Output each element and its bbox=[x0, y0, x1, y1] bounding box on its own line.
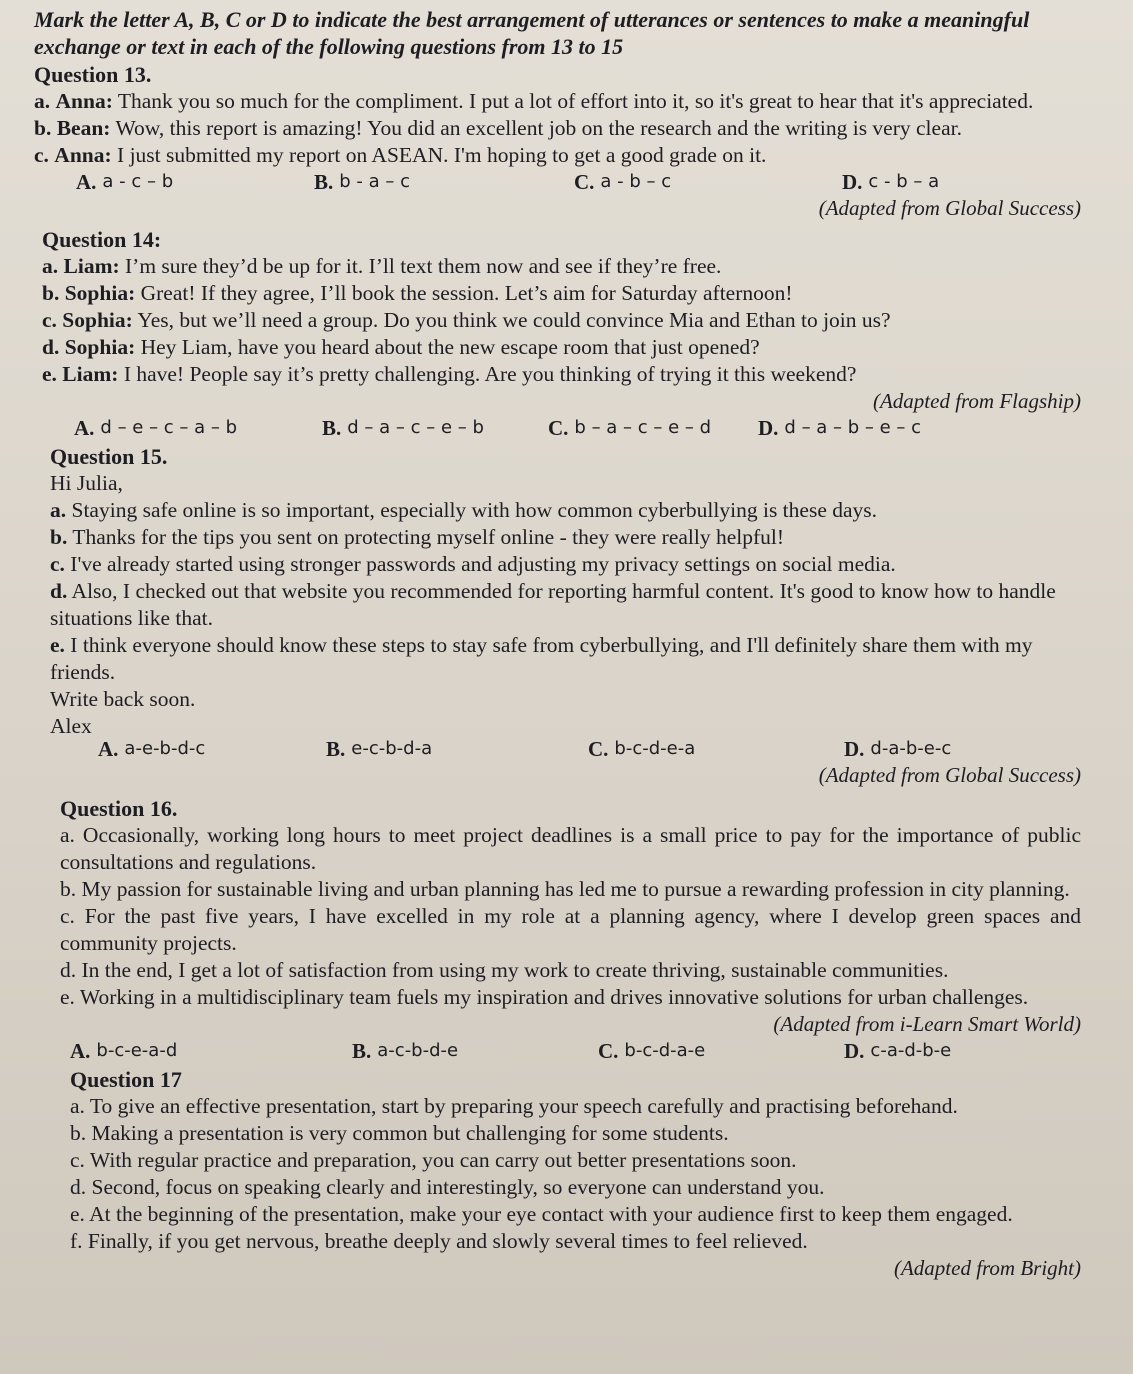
option-a[interactable] bbox=[74, 415, 322, 441]
sentence: With regular practice and preparation, you can carry out better presentations soon. bbox=[89, 1148, 797, 1172]
q17-item-b bbox=[70, 1120, 1081, 1147]
letter-closing: Write back soon. bbox=[50, 687, 196, 711]
option-a[interactable] bbox=[76, 169, 314, 195]
option-text: b-c-e-a-d bbox=[96, 1040, 178, 1061]
option-text: a-e-b-d-c bbox=[124, 738, 206, 759]
item-label: c. bbox=[70, 1148, 85, 1172]
instruction: Mark the letter A, B, C or D to indicate the best arrangement of utterances or sentences to make a meaningful exchange or text in each of the following questions from 13 to 15 bbox=[34, 7, 1030, 59]
utterance: Yes, but we’ll need a group. Do you think we could convince Mia and Ethan to join us? bbox=[137, 308, 891, 332]
question-14-title: Question 14: bbox=[42, 227, 162, 252]
item-label: d. bbox=[70, 1175, 87, 1199]
q17-item-a bbox=[70, 1093, 1081, 1120]
speaker: Sophia: bbox=[64, 281, 136, 305]
sentence: Occasionally, working long hours to meet project deadlines is a small price to pay for the importance of public consultations and regulations. bbox=[60, 823, 1082, 874]
q13-item-c bbox=[34, 142, 1081, 169]
speaker: Sophia: bbox=[62, 308, 133, 332]
utterance: I just submitted my report on ASEAN. I'm hoping to get a good grade on it. bbox=[117, 143, 767, 167]
question-16-title: Question 16. bbox=[60, 796, 178, 821]
option-text: b - a – c bbox=[339, 171, 410, 192]
option-d[interactable] bbox=[758, 415, 921, 441]
speaker: Liam: bbox=[63, 254, 120, 278]
sentence: Staying safe online is so important, especially with how common cyberbullying is these days. bbox=[71, 498, 878, 522]
item-label: b. bbox=[70, 1121, 87, 1145]
item-label: b. bbox=[42, 281, 60, 305]
item-label: a. bbox=[70, 1094, 85, 1118]
option-label: C. bbox=[598, 1039, 619, 1063]
option-a[interactable] bbox=[70, 1038, 352, 1064]
q16-item-b bbox=[60, 876, 1081, 903]
q15-item-b bbox=[50, 524, 1081, 551]
option-d[interactable] bbox=[844, 736, 951, 762]
option-text: d – a – c – e – b bbox=[347, 417, 484, 438]
option-b[interactable] bbox=[322, 415, 548, 441]
utterance: Wow, this report is amazing! You did an excellent job on the research and the writing is very clear. bbox=[115, 116, 962, 140]
option-label: B. bbox=[322, 416, 342, 440]
q16-item-e bbox=[60, 984, 1081, 1011]
q17-item-d bbox=[70, 1174, 1081, 1201]
q15-source: (Adapted from Global Success) bbox=[818, 763, 1081, 787]
q15-item-a bbox=[50, 497, 1081, 524]
option-label: A. bbox=[70, 1039, 91, 1063]
q15-item-d bbox=[50, 578, 1081, 632]
item-label: b. bbox=[34, 116, 52, 140]
item-label: a. bbox=[60, 823, 75, 847]
item-label: c. bbox=[42, 308, 57, 332]
option-text: b – a – c – e – d bbox=[574, 417, 712, 438]
sentence: My passion for sustainable living and urban planning has led me to pursue a rewarding profession in city planning. bbox=[81, 877, 1070, 901]
item-label: e. bbox=[60, 985, 75, 1009]
option-d[interactable] bbox=[844, 1038, 951, 1064]
item-label: f. bbox=[70, 1229, 83, 1253]
option-c[interactable] bbox=[598, 1038, 844, 1064]
sentence: Also, I checked out that website you recommended for reporting harmful content. It's good to know how to handle situations like that. bbox=[50, 579, 1056, 630]
utterance: I have! People say it’s pretty challenging. Are you thinking of trying it this weekend? bbox=[123, 362, 857, 386]
q17-item-f bbox=[70, 1228, 1081, 1255]
option-label: A. bbox=[76, 170, 97, 194]
question-15-title: Question 15. bbox=[50, 444, 168, 469]
item-label: c. bbox=[60, 904, 75, 928]
q16-source: (Adapted from i-Learn Smart World) bbox=[773, 1012, 1081, 1036]
option-label: A. bbox=[98, 737, 119, 761]
utterance: Great! If they agree, I’ll book the session. Let’s aim for Saturday afternoon! bbox=[140, 281, 793, 305]
option-text: d – a – b – e – c bbox=[784, 417, 922, 438]
item-label: b. bbox=[60, 877, 77, 901]
sentence: I think everyone should know these steps to stay safe from cyberbullying, and I'll definitely share them with my friends. bbox=[50, 633, 1033, 684]
option-label: D. bbox=[844, 1039, 865, 1063]
item-label: c. bbox=[34, 143, 49, 167]
item-label: b. bbox=[50, 525, 68, 549]
sentence: For the past five years, I have excelled in my role at a planning agency, where I develop green spaces and community projects. bbox=[60, 904, 1081, 955]
option-label: D. bbox=[842, 170, 863, 194]
q14-source: (Adapted from Flagship) bbox=[872, 389, 1081, 413]
option-c[interactable] bbox=[574, 169, 842, 195]
q13-item-a bbox=[34, 88, 1081, 115]
item-label: d. bbox=[42, 335, 60, 359]
option-b[interactable] bbox=[326, 736, 588, 762]
option-text: b-c-d-e-a bbox=[614, 738, 696, 759]
option-label: C. bbox=[548, 416, 569, 440]
item-label: c. bbox=[50, 552, 65, 576]
item-label: e. bbox=[42, 362, 57, 386]
speaker: Bean: bbox=[56, 116, 111, 140]
option-a[interactable] bbox=[98, 736, 326, 762]
speaker: Anna: bbox=[55, 89, 113, 113]
option-text: a-c-b-d-e bbox=[377, 1040, 459, 1061]
option-label: A. bbox=[74, 416, 95, 440]
sentence: Thanks for the tips you sent on protecting myself online - they were really helpful! bbox=[72, 525, 785, 549]
letter-greeting: Hi Julia, bbox=[50, 471, 123, 495]
sentence: Finally, if you get nervous, breathe deeply and slowly several times to feel relieved. bbox=[87, 1229, 808, 1253]
option-text: d – e – c – a – b bbox=[100, 417, 238, 438]
utterance: Hey Liam, have you heard about the new escape room that just opened? bbox=[140, 335, 760, 359]
option-c[interactable] bbox=[548, 415, 758, 441]
q13-options bbox=[34, 169, 1081, 195]
option-text: c - b – a bbox=[868, 171, 940, 192]
q15-options bbox=[34, 736, 1081, 762]
q17-item-c bbox=[70, 1147, 1081, 1174]
q16-item-c bbox=[60, 903, 1081, 957]
option-label: B. bbox=[314, 170, 334, 194]
q16-item-d bbox=[60, 957, 1081, 984]
item-label: d. bbox=[60, 958, 77, 982]
q17-source: (Adapted from Bright) bbox=[893, 1256, 1081, 1280]
item-label: a. bbox=[50, 498, 67, 522]
sentence: To give an effective presentation, start by preparing your speech carefully and practising beforehand. bbox=[89, 1094, 958, 1118]
sentence: Second, focus on speaking clearly and interestingly, so everyone can understand you. bbox=[91, 1175, 825, 1199]
option-label: D. bbox=[844, 737, 865, 761]
q15-item-c bbox=[50, 551, 1081, 578]
item-label: d. bbox=[50, 579, 68, 603]
option-label: B. bbox=[326, 737, 346, 761]
letter-signature: Alex bbox=[50, 714, 92, 738]
sentence: Making a presentation is very common but challenging for some students. bbox=[91, 1121, 729, 1145]
option-b[interactable] bbox=[314, 169, 574, 195]
question-13-title: Question 13. bbox=[34, 62, 152, 87]
q15-item-e bbox=[50, 632, 1081, 686]
question-17-title: Question 17 bbox=[70, 1067, 182, 1092]
q16-item-a bbox=[60, 822, 1081, 876]
sentence: At the beginning of the presentation, make your eye contact with your audience first to keep them engaged. bbox=[89, 1202, 1013, 1226]
q16-options bbox=[34, 1038, 1081, 1064]
option-c[interactable] bbox=[588, 736, 844, 762]
option-label: C. bbox=[588, 737, 609, 761]
option-text: a - c – b bbox=[102, 171, 174, 192]
option-text: c-a-d-b-e bbox=[870, 1040, 952, 1061]
option-text: e-c-b-d-a bbox=[351, 738, 433, 759]
q14-item-b bbox=[42, 280, 1081, 307]
q14-item-c bbox=[42, 307, 1081, 334]
speaker: Sophia: bbox=[64, 335, 136, 359]
option-label: C. bbox=[574, 170, 595, 194]
q14-item-a bbox=[42, 253, 1081, 280]
option-text: b-c-d-a-e bbox=[624, 1040, 706, 1061]
q17-item-e bbox=[70, 1201, 1081, 1228]
item-label: e. bbox=[70, 1202, 85, 1226]
item-label: a. bbox=[42, 254, 59, 278]
utterance: I’m sure they’d be up for it. I’ll text them now and see if they’re free. bbox=[125, 254, 722, 278]
speaker: Anna: bbox=[54, 143, 112, 167]
q13-source: (Adapted from Global Success) bbox=[818, 196, 1081, 220]
sentence: I've already started using stronger passwords and adjusting my privacy settings on social media. bbox=[70, 552, 896, 576]
sentence: Working in a multidisciplinary team fuels my inspiration and drives innovative solutions for urban challenges. bbox=[79, 985, 1029, 1009]
option-b[interactable] bbox=[352, 1038, 598, 1064]
q13-item-b bbox=[34, 115, 1081, 142]
item-label: e. bbox=[50, 633, 65, 657]
option-label: D. bbox=[758, 416, 779, 440]
speaker: Liam: bbox=[62, 362, 119, 386]
sentence: In the end, I get a lot of satisfaction from using my work to create thriving, sustainable communities. bbox=[81, 958, 949, 982]
item-label: a. bbox=[34, 89, 51, 113]
q14-item-d bbox=[42, 334, 1081, 361]
utterance: Thank you so much for the compliment. I put a lot of effort into it, so it's great to hear that it's appreciated. bbox=[117, 89, 1034, 113]
option-text: a - b – c bbox=[600, 171, 672, 192]
option-label: B. bbox=[352, 1039, 372, 1063]
option-text: d-a-b-e-c bbox=[870, 738, 952, 759]
option-d[interactable] bbox=[842, 169, 939, 195]
q14-options bbox=[34, 415, 1081, 441]
q14-item-e bbox=[42, 361, 1081, 388]
